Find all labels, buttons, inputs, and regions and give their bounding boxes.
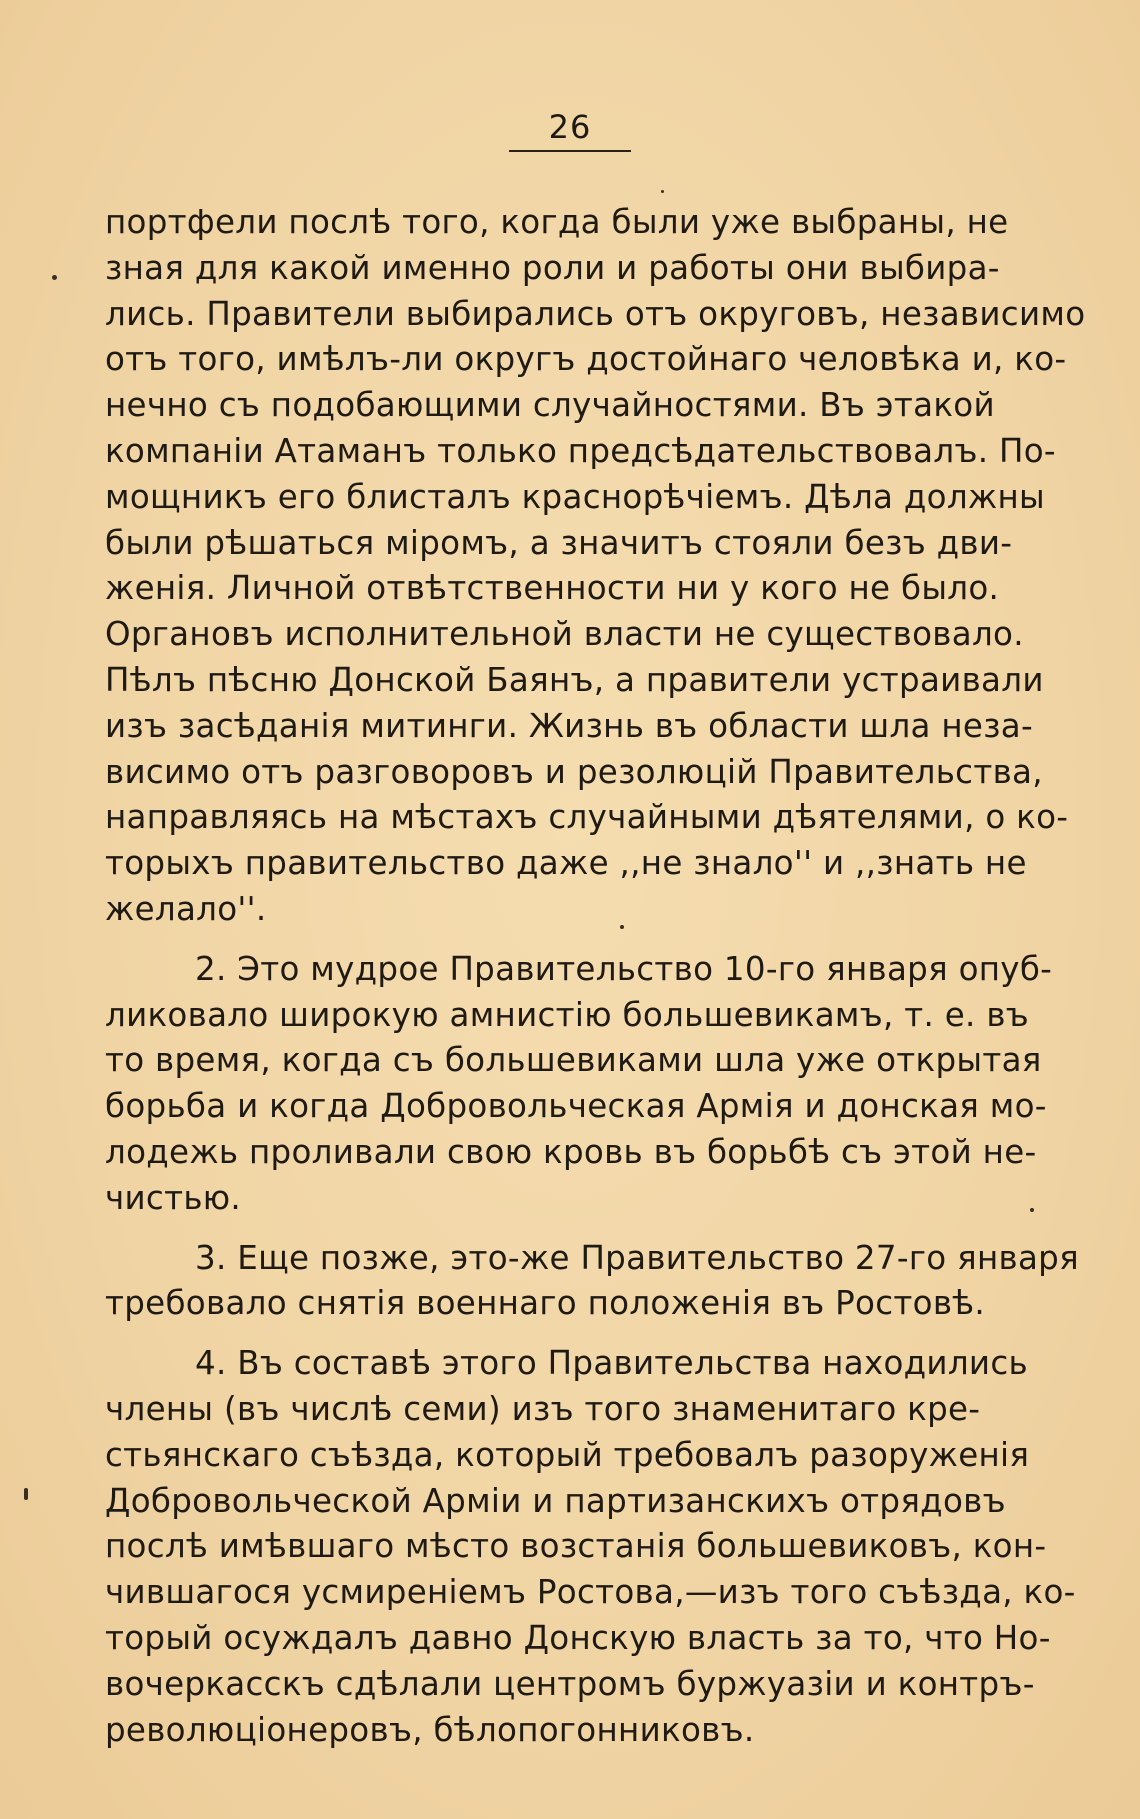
body-text (105, 200, 1105, 1753)
paragraph-4 (105, 1341, 1105, 1753)
text-line: 2. Это мудрое Правительство 10-го января опуб- (195, 949, 1053, 988)
text-line: 4. Въ составѣ этого Правительства находились (195, 1344, 1028, 1383)
text-line: ликовало широкую амнистію большевикамъ, т. е. въ (105, 995, 1030, 1034)
text-line: отъ того, имѣлъ-ли округъ достойнаго человѣка и, ко- (105, 340, 1067, 379)
text-line: члены (въ числѣ семи) изъ того знаменитаго кре- (105, 1389, 981, 1428)
page-number: 26 (509, 108, 632, 152)
paragraph-gap (105, 1327, 1105, 1341)
page-header (0, 108, 1140, 152)
text-line: требовало снятія военнаго положенія въ Ростовѣ. (105, 1284, 986, 1323)
text-line: зная для какой именно роли и работы они выбира- (105, 248, 1000, 287)
paragraph-2 (105, 947, 1105, 1222)
text-line: лись. Правители выбирались отъ округовъ, независимо (105, 294, 1086, 333)
text-line: торый осуждалъ давно Донскую власть за то, что Но- (105, 1618, 1051, 1657)
text-line: вочеркасскъ сдѣлали центромъ буржуазіи и контръ- (105, 1664, 1035, 1703)
text-line: революціонеровъ, бѣлопогонниковъ. (105, 1710, 755, 1749)
scan-speck (620, 925, 624, 929)
text-line: то время, когда съ большевиками шла уже открытая (105, 1041, 1042, 1080)
paragraph-gap (105, 933, 1105, 947)
text-line: борьба и когда Добровольческая Армія и донская мо- (105, 1087, 1047, 1126)
text-line: направляясь на мѣстахъ случайными дѣятелями, о ко- (105, 798, 1069, 837)
text-line: послѣ имѣвшаго мѣсто возстанія большевиковъ, кон- (105, 1527, 1047, 1566)
text-line: Добровольческой Арміи и партизанскихъ отрядовъ (105, 1481, 1006, 1520)
scan-speck (52, 275, 57, 280)
scan-speck (1030, 1208, 1034, 1212)
text-line: стьянскаго съѣзда, который требовалъ разоруженія (105, 1435, 1030, 1474)
text-line: были рѣшаться міромъ, а значитъ стояли безъ дви- (105, 523, 1013, 562)
paragraph-3 (105, 1236, 1105, 1328)
text-line: лодежь проливали свою кровь въ борьбѣ съ этой не- (105, 1132, 1037, 1171)
text-line: Органовъ исполнительной власти не существовало. (105, 615, 1024, 654)
text-line: компаніи Атаманъ только предсѣдательствовалъ. По- (105, 431, 1056, 470)
text-line: 3. Еще позже, это-же Правительство 27-го января (195, 1238, 1079, 1277)
text-line: изъ засѣданія митинги. Жизнь въ области шла неза- (105, 706, 1034, 745)
text-line: Пѣлъ пѣсню Донской Баянъ, а правители устраивали (105, 660, 1044, 699)
text-line: портфели послѣ того, когда были уже выбраны, не (105, 203, 1009, 241)
text-line: нечно съ подобающими случайностями. Въ этакой (105, 386, 995, 425)
text-line: чившагося усмиреніемъ Ростова,—изъ того съѣзда, ко- (105, 1573, 1076, 1612)
text-line: желало''. (105, 889, 267, 928)
paragraph-gap (105, 1222, 1105, 1236)
text-line: висимо отъ разговоровъ и резолюцій Правительства, (105, 752, 1043, 791)
text-line: мощникъ его блисталъ краснорѣчіемъ. Дѣла должны (105, 477, 1045, 516)
scan-speck (661, 190, 664, 193)
text-line: женія. Личной отвѣтственности ни у кого не было. (105, 569, 1000, 608)
text-line: чистью. (105, 1178, 242, 1217)
paragraph-1 (105, 200, 1105, 933)
text-line: торыхъ правительство даже ,,не знало'' и ,,знать не (105, 844, 1027, 883)
scan-speck (24, 1488, 28, 1500)
